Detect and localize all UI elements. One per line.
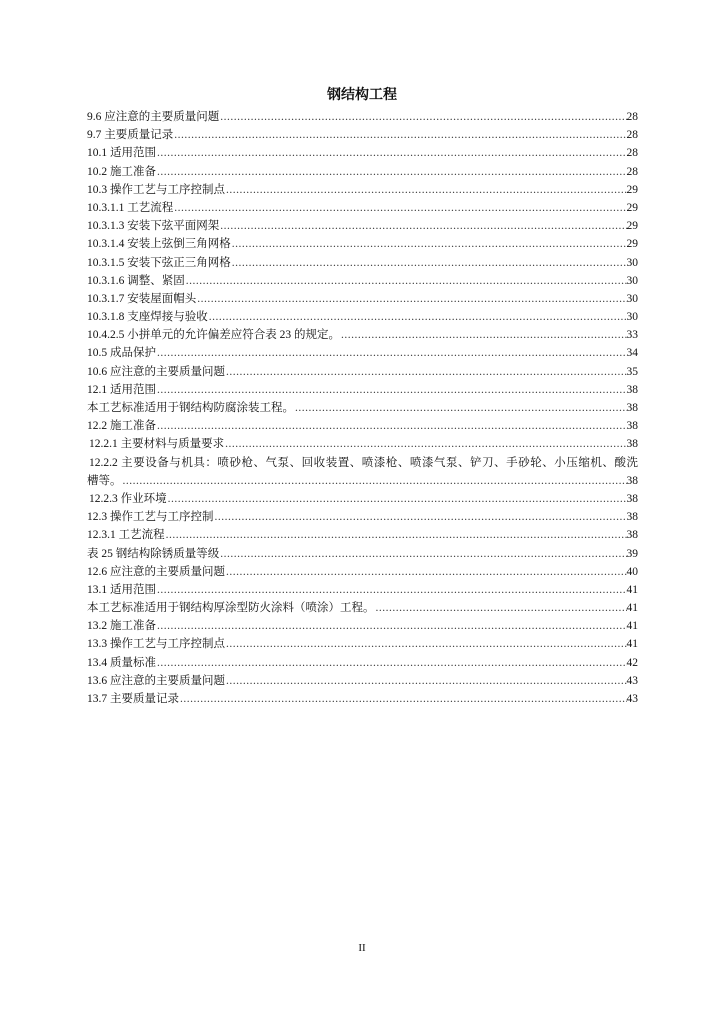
toc-leader-dots — [225, 672, 627, 690]
toc-leader-dots — [156, 417, 627, 435]
toc-entry[interactable] — [87, 181, 638, 199]
toc-leader-dots — [225, 363, 627, 381]
toc-leader-dots — [173, 199, 626, 217]
toc-leader-dots — [219, 217, 626, 235]
toc-leader-dots — [219, 108, 626, 126]
toc-entry-page: 38 — [626, 492, 638, 505]
toc-entry[interactable] — [87, 581, 638, 599]
toc-entry-wrapped-line1[interactable]: 12.2.2 主要设备与机具：喷砂枪、气泵、回收装置、喷漆枪、喷漆气泵、铲刀、手砂轮、小压缩机、酸洗 — [89, 456, 638, 469]
toc-entry-page: 38 — [626, 420, 638, 433]
toc-leader-dots — [122, 472, 627, 490]
toc-entry[interactable] — [87, 254, 638, 272]
toc-entry-page: 41 — [626, 638, 638, 651]
toc-entry-label: 槽等。 — [87, 474, 122, 487]
toc-entry-page: 40 — [626, 565, 638, 578]
toc-entry[interactable] — [87, 599, 638, 617]
toc-entry-page: 41 — [626, 583, 638, 596]
toc-leader-dots — [231, 235, 627, 253]
toc-entry[interactable] — [87, 199, 638, 217]
toc-entry-label: 10.3.1.8 支座焊接与验收 — [87, 311, 208, 324]
toc-entry-page: 43 — [626, 674, 638, 687]
toc-entry[interactable] — [87, 326, 638, 344]
toc-entry-label: 13.4 质量标准 — [87, 656, 156, 669]
toc-entry-label: 12.6 应注意的主要质量问题 — [87, 565, 225, 578]
toc-leader-dots — [156, 344, 627, 362]
toc-entry-page: 42 — [626, 656, 638, 669]
toc-entry-page: 38 — [626, 529, 638, 542]
toc-entry[interactable] — [87, 526, 638, 544]
toc-leader-dots — [156, 144, 627, 162]
toc-leader-dots — [156, 381, 627, 399]
toc-entry[interactable] — [87, 472, 638, 490]
toc-entry-label: 13.2 施工准备 — [87, 620, 156, 633]
toc-entry-page: 41 — [626, 620, 638, 633]
toc-leader-dots — [225, 181, 627, 199]
toc-entry-page: 41 — [626, 602, 638, 615]
toc-entry-label: 13.1 适用范围 — [87, 583, 156, 596]
toc-entry-page: 39 — [626, 547, 638, 560]
toc-entry[interactable] — [87, 672, 638, 690]
toc-entry-page: 29 — [626, 238, 638, 251]
toc-leader-dots — [294, 399, 627, 417]
toc-leader-dots — [224, 435, 626, 453]
toc-entry[interactable] — [87, 435, 638, 453]
toc-entry[interactable] — [87, 163, 638, 181]
page-number-footer: II — [358, 942, 366, 954]
toc-entry-page: 35 — [626, 365, 638, 378]
toc-entry[interactable] — [87, 417, 638, 435]
toc-leader-dots — [156, 654, 627, 672]
toc-leader-dots — [196, 290, 626, 308]
toc-entry-label: 10.3.1.5 安装下弦正三角网格 — [87, 256, 231, 269]
toc-entry-page: 38 — [626, 511, 638, 524]
toc-entry-label: 12.3 操作工艺与工序控制 — [87, 511, 214, 524]
toc-entry-label: 10.6 应注意的主要质量问题 — [87, 365, 225, 378]
toc-entry-page: 38 — [626, 474, 638, 487]
toc-entry-label: 10.3.1.3 安装下弦平面网架 — [87, 220, 220, 233]
toc-entry[interactable] — [87, 272, 638, 290]
toc-entry[interactable] — [87, 235, 638, 253]
toc-entry-label: 本工艺标准适用于钢结构厚涂型防火涂料（喷涂）工程。 — [87, 602, 375, 615]
toc-leader-dots — [375, 599, 627, 617]
toc-entry[interactable] — [87, 217, 638, 235]
toc-entry[interactable] — [87, 399, 638, 417]
toc-entry-page: 43 — [626, 693, 638, 705]
toc-entry[interactable] — [87, 635, 638, 653]
toc-entry-label: 10.2 施工准备 — [87, 165, 156, 178]
toc-entry-label: 13.3 操作工艺与工序控制点 — [87, 638, 225, 651]
toc-entry[interactable] — [87, 690, 638, 708]
toc-entry[interactable] — [87, 363, 638, 381]
toc-entry-page: 29 — [626, 201, 638, 214]
toc-leader-dots — [214, 508, 627, 526]
toc-entry[interactable] — [87, 144, 638, 162]
toc-leader-dots — [179, 690, 627, 708]
toc-entry-label: 10.4.2.5 小拼单元的允许偏差应符合表 23 的规定。 — [87, 329, 340, 342]
toc-entry-page: 30 — [626, 311, 638, 324]
document-title: 钢结构工程 — [327, 87, 397, 103]
toc-entry-page: 28 — [626, 111, 638, 123]
toc-entry-label: 10.3.1.4 安装上弦倒三角网格 — [87, 238, 231, 251]
toc-entry-label: 表 25 钢结构除锈质量等级 — [87, 547, 220, 560]
toc-entry-label: 10.3.1.7 安装屋面帽头 — [87, 292, 197, 305]
toc-entry[interactable] — [87, 563, 638, 581]
toc-entry[interactable] — [87, 490, 638, 508]
toc-entry-page: 30 — [626, 256, 638, 269]
toc-entry-label: 9.6 应注意的主要质量问题 — [87, 111, 220, 123]
toc-entry[interactable] — [87, 508, 638, 526]
toc-leader-dots — [156, 581, 627, 599]
toc-entry-page: 28 — [626, 165, 638, 178]
toc-entry-label: 12.1 适用范围 — [87, 383, 156, 396]
toc-entry-label: 12.2.1 主要材料与质量要求 — [89, 438, 225, 451]
toc-entry-page: 29 — [626, 220, 638, 233]
toc-entry-label: 12.2 施工准备 — [87, 420, 156, 433]
toc-entry-label: 12.3.1 工艺流程 — [87, 529, 165, 542]
toc-leader-dots — [173, 126, 626, 144]
toc-leader-dots — [225, 563, 627, 581]
toc-entry[interactable] — [87, 344, 638, 362]
toc-entry-page: 30 — [626, 274, 638, 287]
toc-entry-label: 10.3.1.6 调整、紧固 — [87, 274, 185, 287]
toc-entry[interactable] — [87, 290, 638, 308]
toc-entry-label: 本工艺标准适用于钢结构防腐涂装工程。 — [87, 402, 294, 414]
toc-entry-label: 12.2.3 作业环境 — [89, 492, 167, 505]
toc-entry[interactable] — [87, 308, 638, 326]
toc-leader-dots — [231, 254, 627, 272]
toc-entry[interactable] — [87, 108, 638, 126]
toc-entry[interactable] — [87, 617, 638, 635]
toc-entry-page: 28 — [626, 147, 638, 160]
toc-entry-label: 13.6 应注意的主要质量问题 — [87, 674, 225, 687]
toc-entry-page: 30 — [626, 292, 638, 305]
toc-entry-label: 10.5 成品保护 — [87, 347, 156, 360]
toc-entry-label: 10.3 操作工艺与工序控制点 — [87, 183, 225, 196]
toc-entry[interactable] — [87, 126, 638, 144]
toc-leader-dots — [185, 272, 627, 290]
toc-leader-dots — [167, 490, 627, 508]
toc-leader-dots — [165, 526, 627, 544]
toc-entry-page: 38 — [626, 383, 638, 396]
toc-entry-page: 29 — [626, 183, 638, 196]
toc-entry-page: 33 — [626, 329, 638, 342]
toc-leader-dots — [219, 545, 626, 563]
toc-entry-page: 34 — [626, 347, 638, 360]
toc-leader-dots — [156, 617, 627, 635]
toc-leader-dots — [225, 635, 627, 653]
toc-entry[interactable] — [87, 654, 638, 672]
toc-leader-dots — [340, 326, 627, 344]
toc-entry[interactable] — [87, 545, 638, 563]
toc-entry-label: 13.7 主要质量记录 — [87, 693, 179, 705]
toc-leader-dots — [156, 163, 627, 181]
toc-entry-page: 38 — [626, 402, 638, 414]
toc-leader-dots — [208, 308, 627, 326]
toc-entry-label: 10.1 适用范围 — [87, 147, 156, 160]
table-of-contents — [87, 108, 638, 708]
toc-entry-page: 38 — [626, 438, 638, 451]
toc-entry-label: 9.7 主要质量记录 — [87, 129, 174, 142]
toc-entry[interactable] — [87, 381, 638, 399]
toc-entry-page: 28 — [626, 129, 638, 142]
toc-entry-label: 10.3.1.1 工艺流程 — [87, 201, 174, 214]
